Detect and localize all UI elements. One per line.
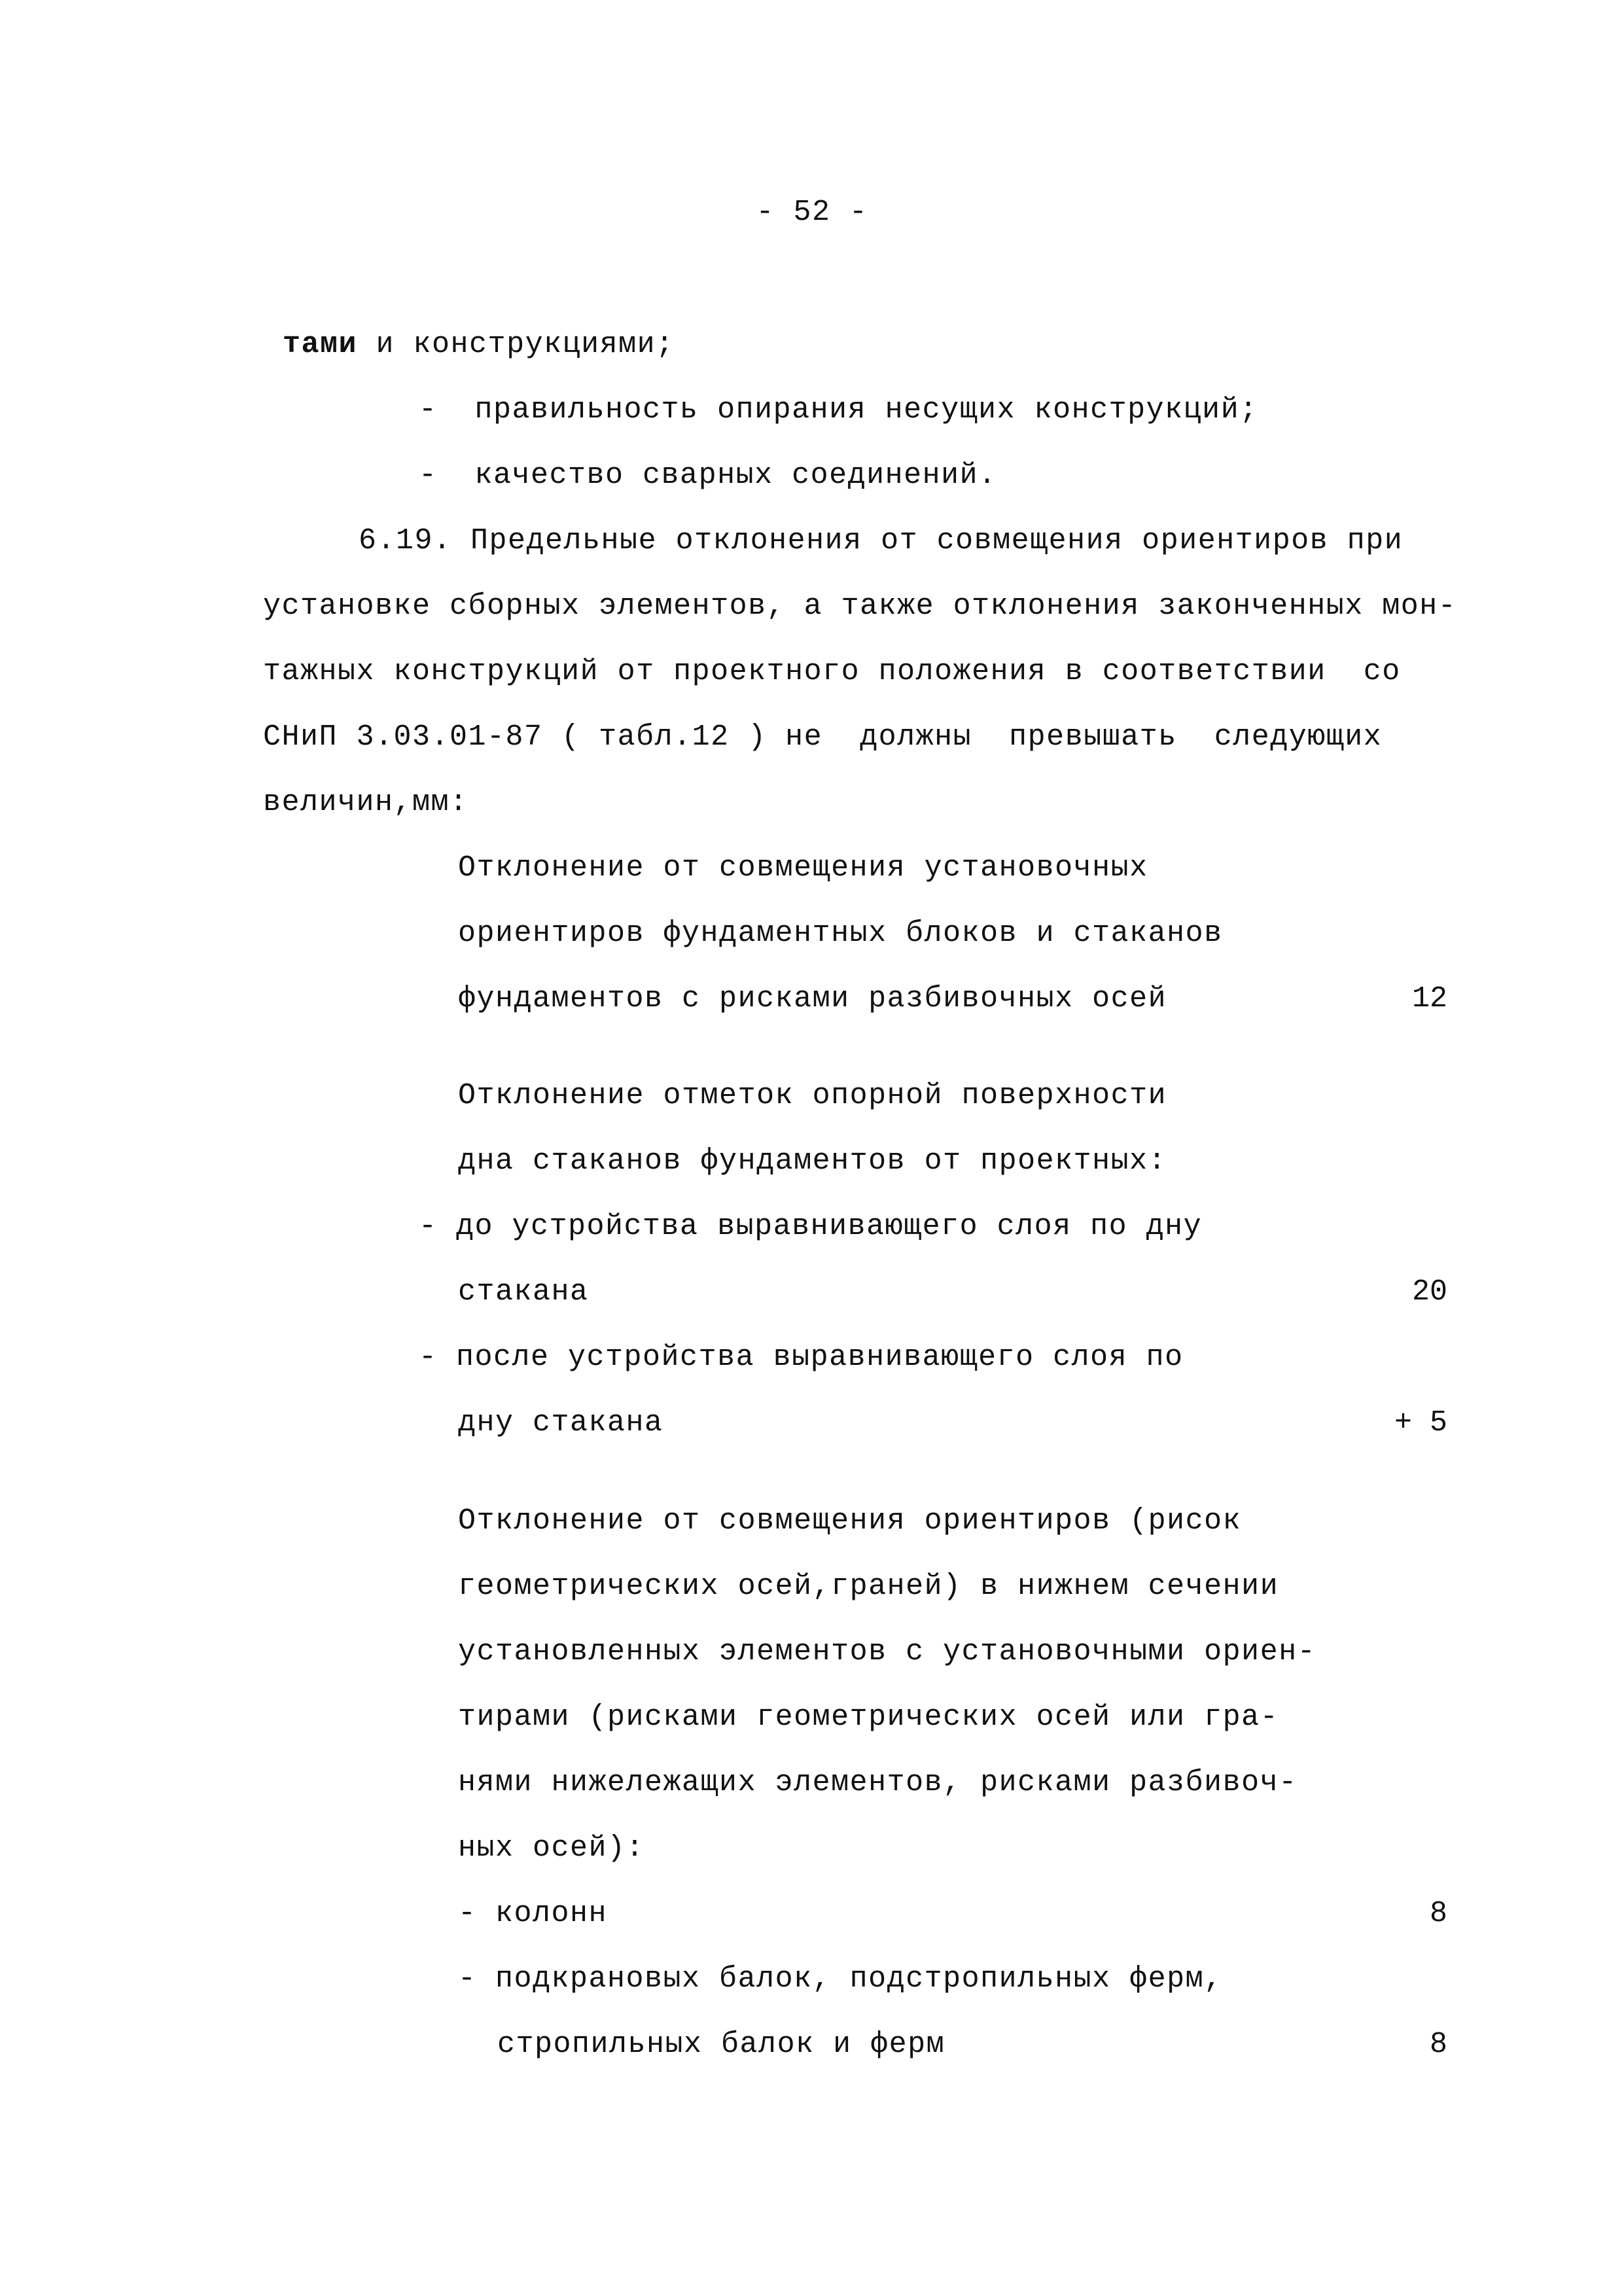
item-3-line-5: нями нижележащих элементов, рисками разбивоч- — [458, 1766, 1297, 1799]
paragraph-line-1: 6.19. Предельные отклонения от совмещения ориентиров при — [359, 524, 1403, 557]
item-1-line-2: ориентиров фундаментных блоков и стаканов — [458, 917, 1223, 950]
item-3-line-2: геометрических осей,граней) в нижнем сечении — [458, 1570, 1279, 1603]
paragraph-line-3: тажных конструкций от проектного положения в соответствии со — [263, 655, 1401, 688]
item-2-value-1: 20 — [1411, 1275, 1447, 1309]
item-2-value-2: + 5 — [1394, 1406, 1447, 1439]
text-line-1-rest: и конструкциями; — [357, 328, 675, 361]
text-line-1-bold: тами — [283, 328, 358, 361]
item-1-line-1: Отклонение от совмещения установочных — [458, 851, 1148, 885]
item-3-line-7: - колонн — [458, 1897, 608, 1930]
item-3-line-8: - подкрановых балок, подстропильных ферм, — [458, 1962, 1223, 1996]
item-2-line-1: Отклонение отметок опорной поверхности — [458, 1079, 1167, 1112]
item-2-line-2: дна стаканов фундаментов от проектных: — [458, 1144, 1167, 1178]
item-1-value: 12 — [1411, 982, 1447, 1016]
paragraph-line-2: установке сборных элементов, а также отклонения законченных мон- — [263, 590, 1457, 623]
list-item-bearing: - правильность опирания несущих конструкций; — [419, 393, 1258, 427]
item-3-line-4: тирами (рисками геометрических осей или гра- — [458, 1701, 1279, 1734]
item-3-line-1: Отклонение от совмещения ориентиров (рисок — [458, 1504, 1242, 1538]
item-3-value-1: 8 — [1429, 1897, 1447, 1930]
item-3-line-3: установленных элементов с установочными ориен- — [458, 1635, 1316, 1669]
item-2-line-3: - до устройства выравнивающего слоя по дну — [419, 1210, 1203, 1243]
item-3-line-6: ных осей): — [458, 1831, 645, 1865]
paragraph-line-4: СНиП 3.03.01-87 ( табл.12 ) не должны превышать следующих — [263, 720, 1383, 754]
item-2-line-4: стакана — [458, 1275, 589, 1309]
item-2-line-6: дну стакана — [458, 1406, 663, 1439]
item-3-value-2: 8 — [1429, 2028, 1447, 2061]
item-3-line-9: стропильных балок и ферм — [497, 2028, 945, 2061]
list-item-welding: - качество сварных соединений. — [419, 459, 997, 492]
page-number: - 52 - — [756, 196, 868, 229]
text-line-1 — [283, 325, 675, 364]
paragraph-line-5: величин,мм: — [263, 786, 468, 819]
item-2-line-5: - после устройства выравнивающего слоя по — [419, 1341, 1184, 1374]
item-1-line-3: фундаментов с рисками разбивочных осей — [458, 982, 1167, 1016]
